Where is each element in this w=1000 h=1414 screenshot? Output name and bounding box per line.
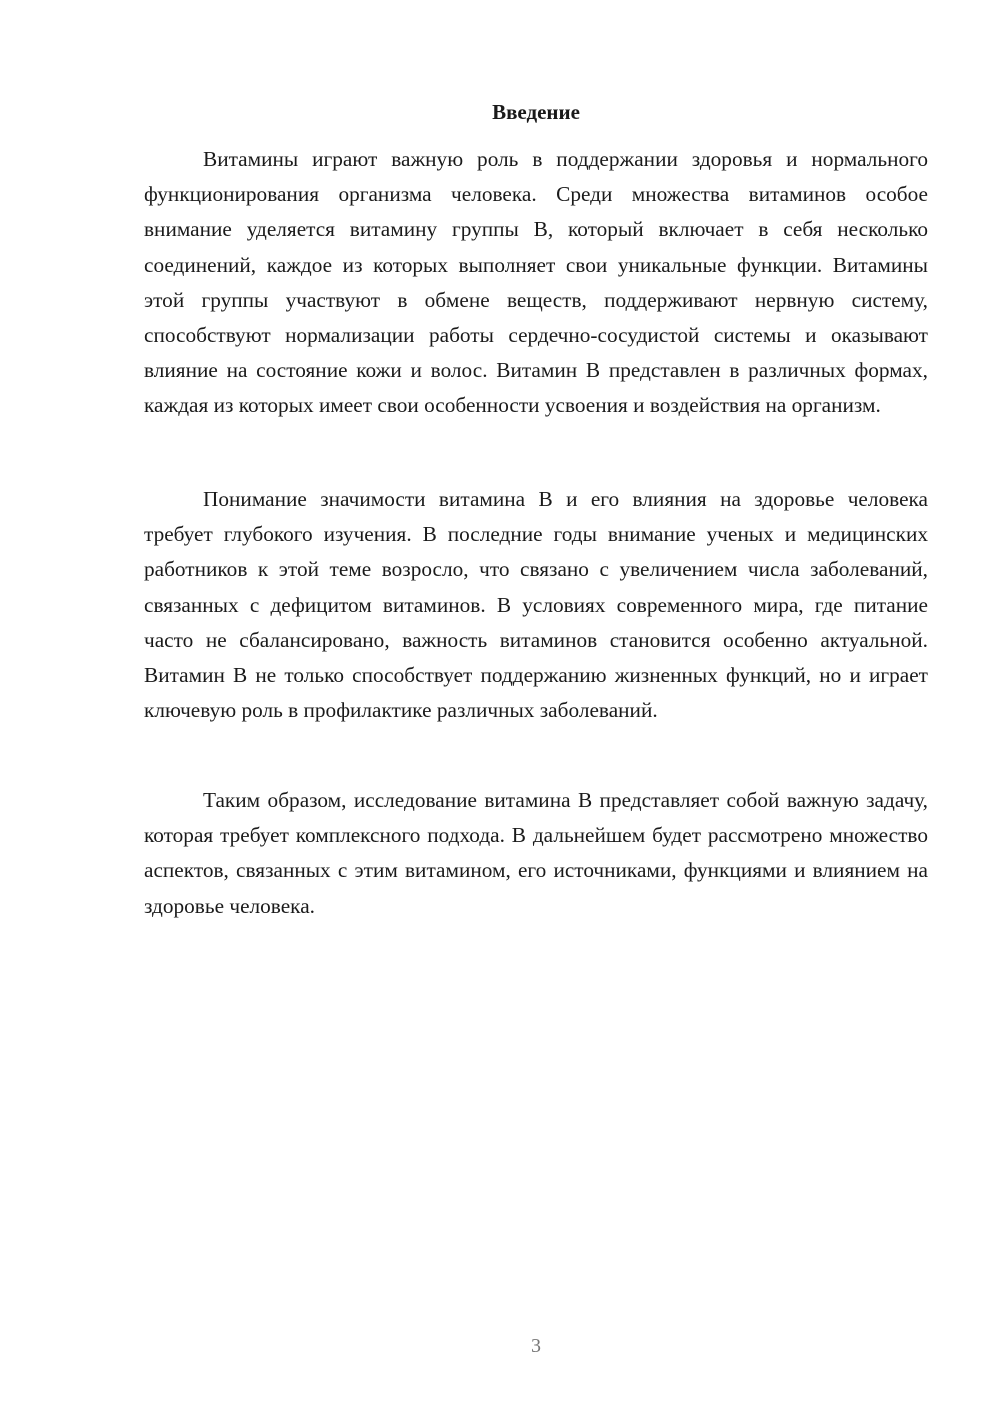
paragraph-1: Витамины играют важную роль в поддержании здоровья и нормального функционирования организма человека. Среди множества витаминов особое внимание уделяется витамину группы B, который включает в себя несколько соединений, каждое из которых выполняет свои уникальные функции. Витамины этой группы участвуют в обмене веществ, поддерживают нервную систему, способствуют нормализации работы сердечно-сосудистой системы и оказывают влияние на состояние кожи и волос. Витамин B представлен в различных формах, каждая из которых имеет свои особенности усвоения и воздействия на организм. [144,147,928,418]
paragraph-2: Понимание значимости витамина B и его влияния на здоровье человека требует глубокого изучения. В последние годы внимание ученых и медицинских работников к этой теме возросло, что связано с увеличением числа заболеваний, связанных с дефицитом витаминов. В условиях современного мира, где питание часто не сбалансировано, важность витаминов становится особенно актуальной. Витамин B не только способствует поддержанию жизненных функций, но и играет ключевую роль в профилактике различных заболеваний. [144,487,928,723]
document-page [144,0,928,1414]
page-number: 3 [531,1335,541,1357]
section-title: Введение [492,100,580,124]
paragraph-3: Таким образом, исследование витамина B представляет собой важную задачу, которая требует комплексного подхода. В дальнейшем будет рассмотрено множество аспектов, связанных с этим витамином, его источниками, функциями и влиянием на здоровье человека. [144,788,928,918]
